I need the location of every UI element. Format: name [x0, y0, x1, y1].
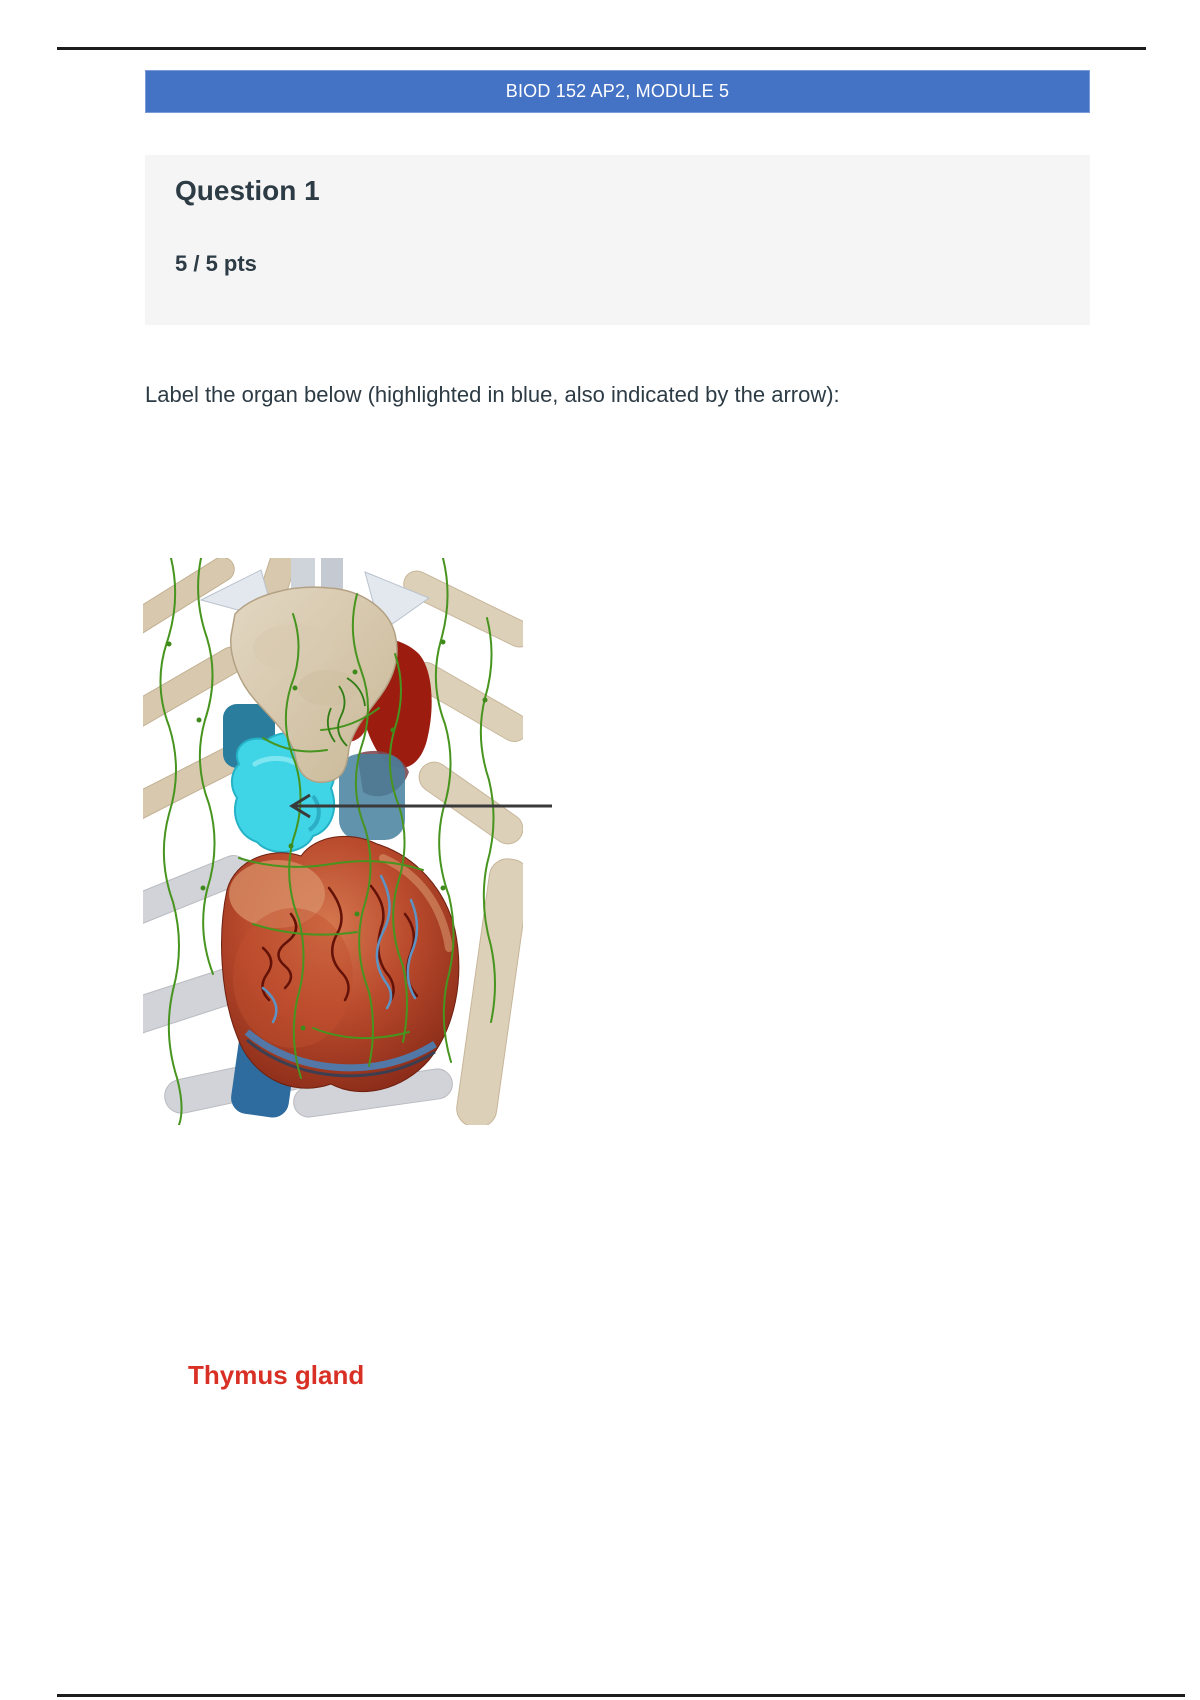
question-title: Question 1: [175, 175, 320, 206]
anatomy-figure: [143, 558, 523, 1125]
question-points: 5 / 5 pts: [175, 251, 257, 276]
anatomy-render: [143, 558, 523, 1125]
bottom-divider: [57, 1694, 1185, 1697]
arrow-annotation: [262, 790, 562, 822]
course-header-bar: [145, 70, 1090, 113]
question-prompt: Label the organ below (highlighted in blue, also indicated by the arrow):: [145, 382, 840, 407]
course-header-title: BIOD 152 AP2, MODULE 5: [505, 81, 730, 101]
answer-text: Thymus gland: [188, 1360, 365, 1390]
heart: [222, 836, 459, 1091]
question-header-box: [145, 155, 1090, 325]
top-divider: [57, 47, 1146, 50]
